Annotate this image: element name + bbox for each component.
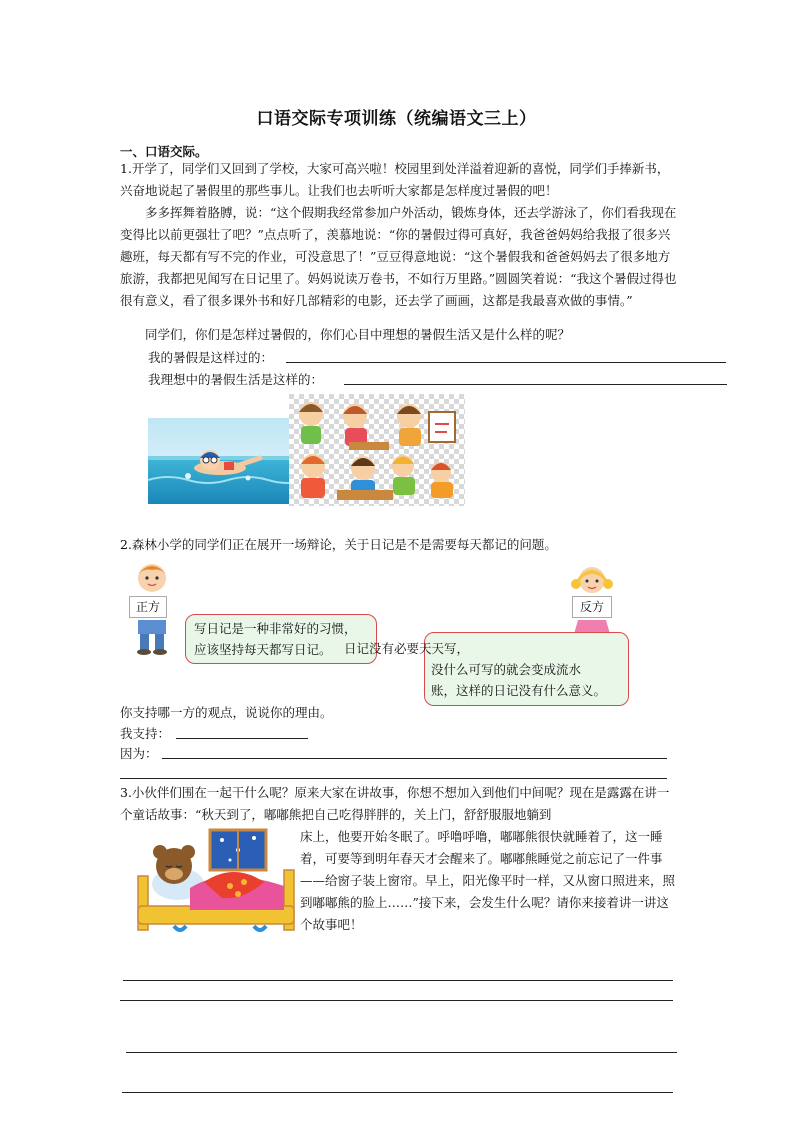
section-heading: 一、口语交际。: [120, 144, 208, 159]
kids-activities-image: [289, 394, 465, 506]
pro-sign: 正方: [129, 596, 167, 618]
swimming-boy-image: [148, 418, 290, 504]
q3-answer-line-1[interactable]: [123, 980, 673, 981]
q2-intro: 2.森林小学的同学们正在展开一场辩论，关于日记是不是需要每天都记的问题。: [120, 537, 557, 552]
con-bubble-line1: 日记没有必要天天写，: [344, 641, 470, 656]
pro-bubble-line2: 应该坚持每天都写日记。: [194, 642, 332, 657]
con-sign: 反方: [572, 596, 612, 618]
q3-answer-line-2[interactable]: [120, 1000, 673, 1001]
sleeping-bear-image: [134, 826, 296, 938]
q3-answer-line-3[interactable]: [126, 1052, 677, 1053]
q2-support-line[interactable]: [176, 738, 308, 739]
q3-intro: 3.小伙伴们围在一起干什么呢？原来大家在讲故事，你想不想加入到他们中间呢？现在是露露在讲一个童话故事：“秋天到了，嘟嘟熊把自己吃得胖胖的，关上门，舒舒服服地躺到: [120, 785, 670, 822]
q1-blank2-line[interactable]: [344, 384, 727, 385]
q1-story: 多多挥舞着胳膊，说：“这个假期我经常参加户外活动，锻炼身体，还去学游泳了，你们看我现在变得比以前更强壮了吧？”点点听了，羡慕地说：“你的暑假过得可真好，我爸爸妈妈给我报了很多兴趣班，每天都有写不完的作业，可没意思了！”豆豆得意地说：“这个暑假我和爸爸妈妈去了很多地方旅游，我都把见闻写在日记里了。妈妈说读万卷书，不如行万里路。”圆圆笑着说：“我这个暑假过得也很有意义，看了很多课外书和好几部精彩的电影，还去学了画画，这都是我最喜欢做的事情。”: [120, 205, 677, 308]
q1-blank1-label: 我的暑假是这样过的：: [148, 350, 274, 365]
q1-blank2-label: 我理想中的暑假生活是这样的：: [148, 372, 324, 387]
page-title: 口语交际专项训练（统编语文三上）: [256, 109, 537, 129]
q2-reason-label: 因为：: [120, 746, 158, 761]
q1-question: 同学们，你们是怎样过暑假的，你们心目中理想的暑假生活又是什么样的呢？: [145, 327, 571, 342]
q2-prompt: 你支持哪一方的观点，说说你的理由。: [120, 705, 333, 720]
q1-blank1-line[interactable]: [286, 362, 726, 363]
pro-bubble-line1: 写日记是一种非常好的习惯，: [194, 621, 357, 636]
con-bubble-line3: 账，这样的日记没有什么意义。: [431, 683, 607, 698]
q3-answer-line-4[interactable]: [122, 1092, 673, 1093]
q2-support-label: 我支持：: [120, 726, 171, 741]
q2-reason-line[interactable]: [162, 758, 667, 759]
con-bubble-line2: 没什么可写的就会变成流水: [431, 662, 582, 677]
q1-intro: 1.开学了，同学们又回到了学校，大家可高兴啦！校园里到处洋溢着迎新的喜悦，同学们手捧新书，兴奋地说起了暑假里的那些事儿。让我们也去听听大家都是怎样度过暑假的吧！: [120, 161, 670, 198]
q3-story-continued: 床上，他要开始冬眠了。呼噜呼噜，嘟嘟熊很快就睡着了，这一睡着，可要等到明年春天才会醒来了。嘟嘟熊睡觉之前忘记了一件事——给窗子装上窗帘。早上，阳光像平时一样，又从窗口照进来，照到嘟嘟熊的脸上……”接下来，会发生什么呢？请你来接着讲一讲这个故事吧！: [300, 829, 676, 932]
q2-reason-line-2[interactable]: [120, 778, 667, 779]
